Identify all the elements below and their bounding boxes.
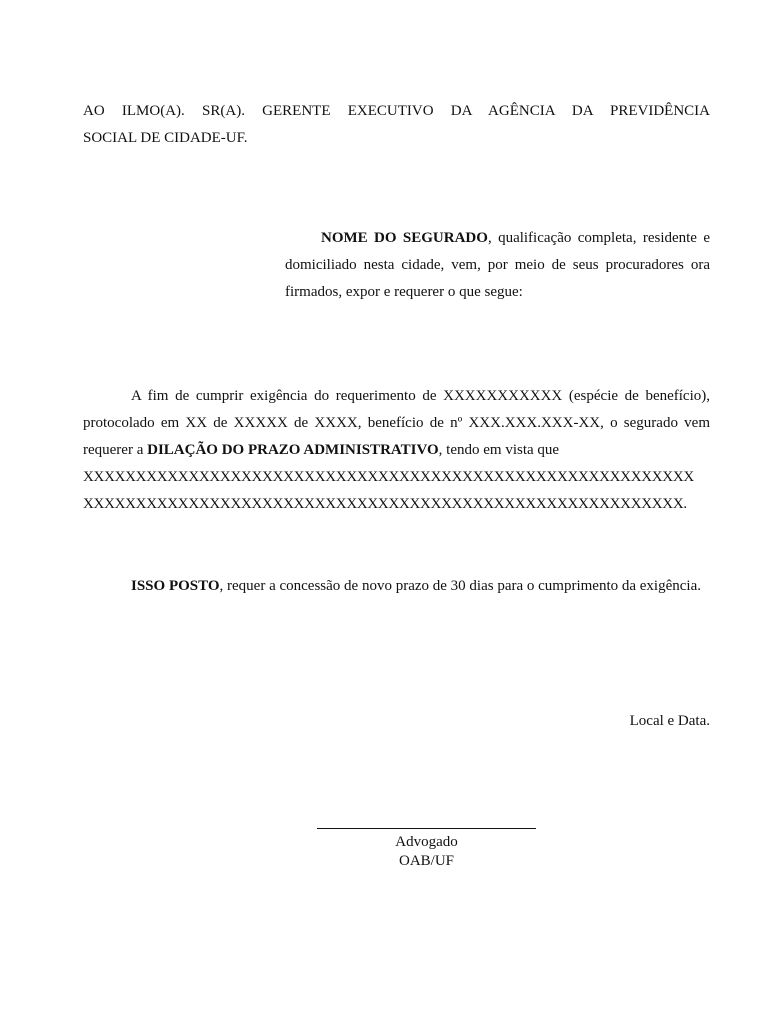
addressee-block — [83, 98, 710, 152]
placeholder-line-2: XXXXXXXXXXXXXXXXXXXXXXXXXXXXXXXXXXXXXXXXXXXXXXXXXXXXXXXXX. — [83, 496, 687, 512]
placeholder-line-1: XXXXXXXXXXXXXXXXXXXXXXXXXXXXXXXXXXXXXXXXXXXXXXXXXXXXXXXXXX — [83, 469, 694, 485]
conclusion-text: , requer a concessão de novo prazo de 30 dias para o cumprimento da exigência. — [219, 578, 701, 594]
signature-block — [317, 828, 536, 871]
local-date: Local e Data. — [629, 713, 710, 729]
request-paragraph — [83, 383, 710, 518]
addressee-line-1: AO ILMO(A). SR(A). GERENTE EXECUTIVO DA AGÊNCIA DA PREVIDÊNCIA — [83, 103, 710, 119]
signature-registration: OAB/UF — [398, 853, 454, 869]
signature-line — [317, 828, 536, 829]
request-text-part2: , tendo em vista que — [438, 442, 560, 458]
conclusion-bold-term: ISSO POSTO — [131, 578, 220, 594]
insured-name: NOME DO SEGURADO — [321, 230, 488, 246]
addressee-line-2: SOCIAL DE CIDADE-UF. — [83, 130, 248, 146]
request-text-part1: A fim de cumprir exigência do requerimento de XXXXXXXXXXX (espécie de benefício), protocolado em XX de XXXXX de XXXX, benefício de nº XXX.XXX.XXX-XX, o segurado vem requerer a — [83, 388, 710, 458]
intro-text: , qualificação completa, residente e domiciliado nesta cidade, vem, por meio de seus procuradores ora firmados, expor e requerer o que segue: — [285, 230, 710, 300]
signature-role: Advogado — [395, 834, 458, 850]
conclusion-paragraph — [83, 573, 710, 600]
intro-paragraph — [285, 225, 710, 306]
request-bold-term: DILAÇÃO DO PRAZO ADMINISTRATIVO — [147, 442, 439, 458]
